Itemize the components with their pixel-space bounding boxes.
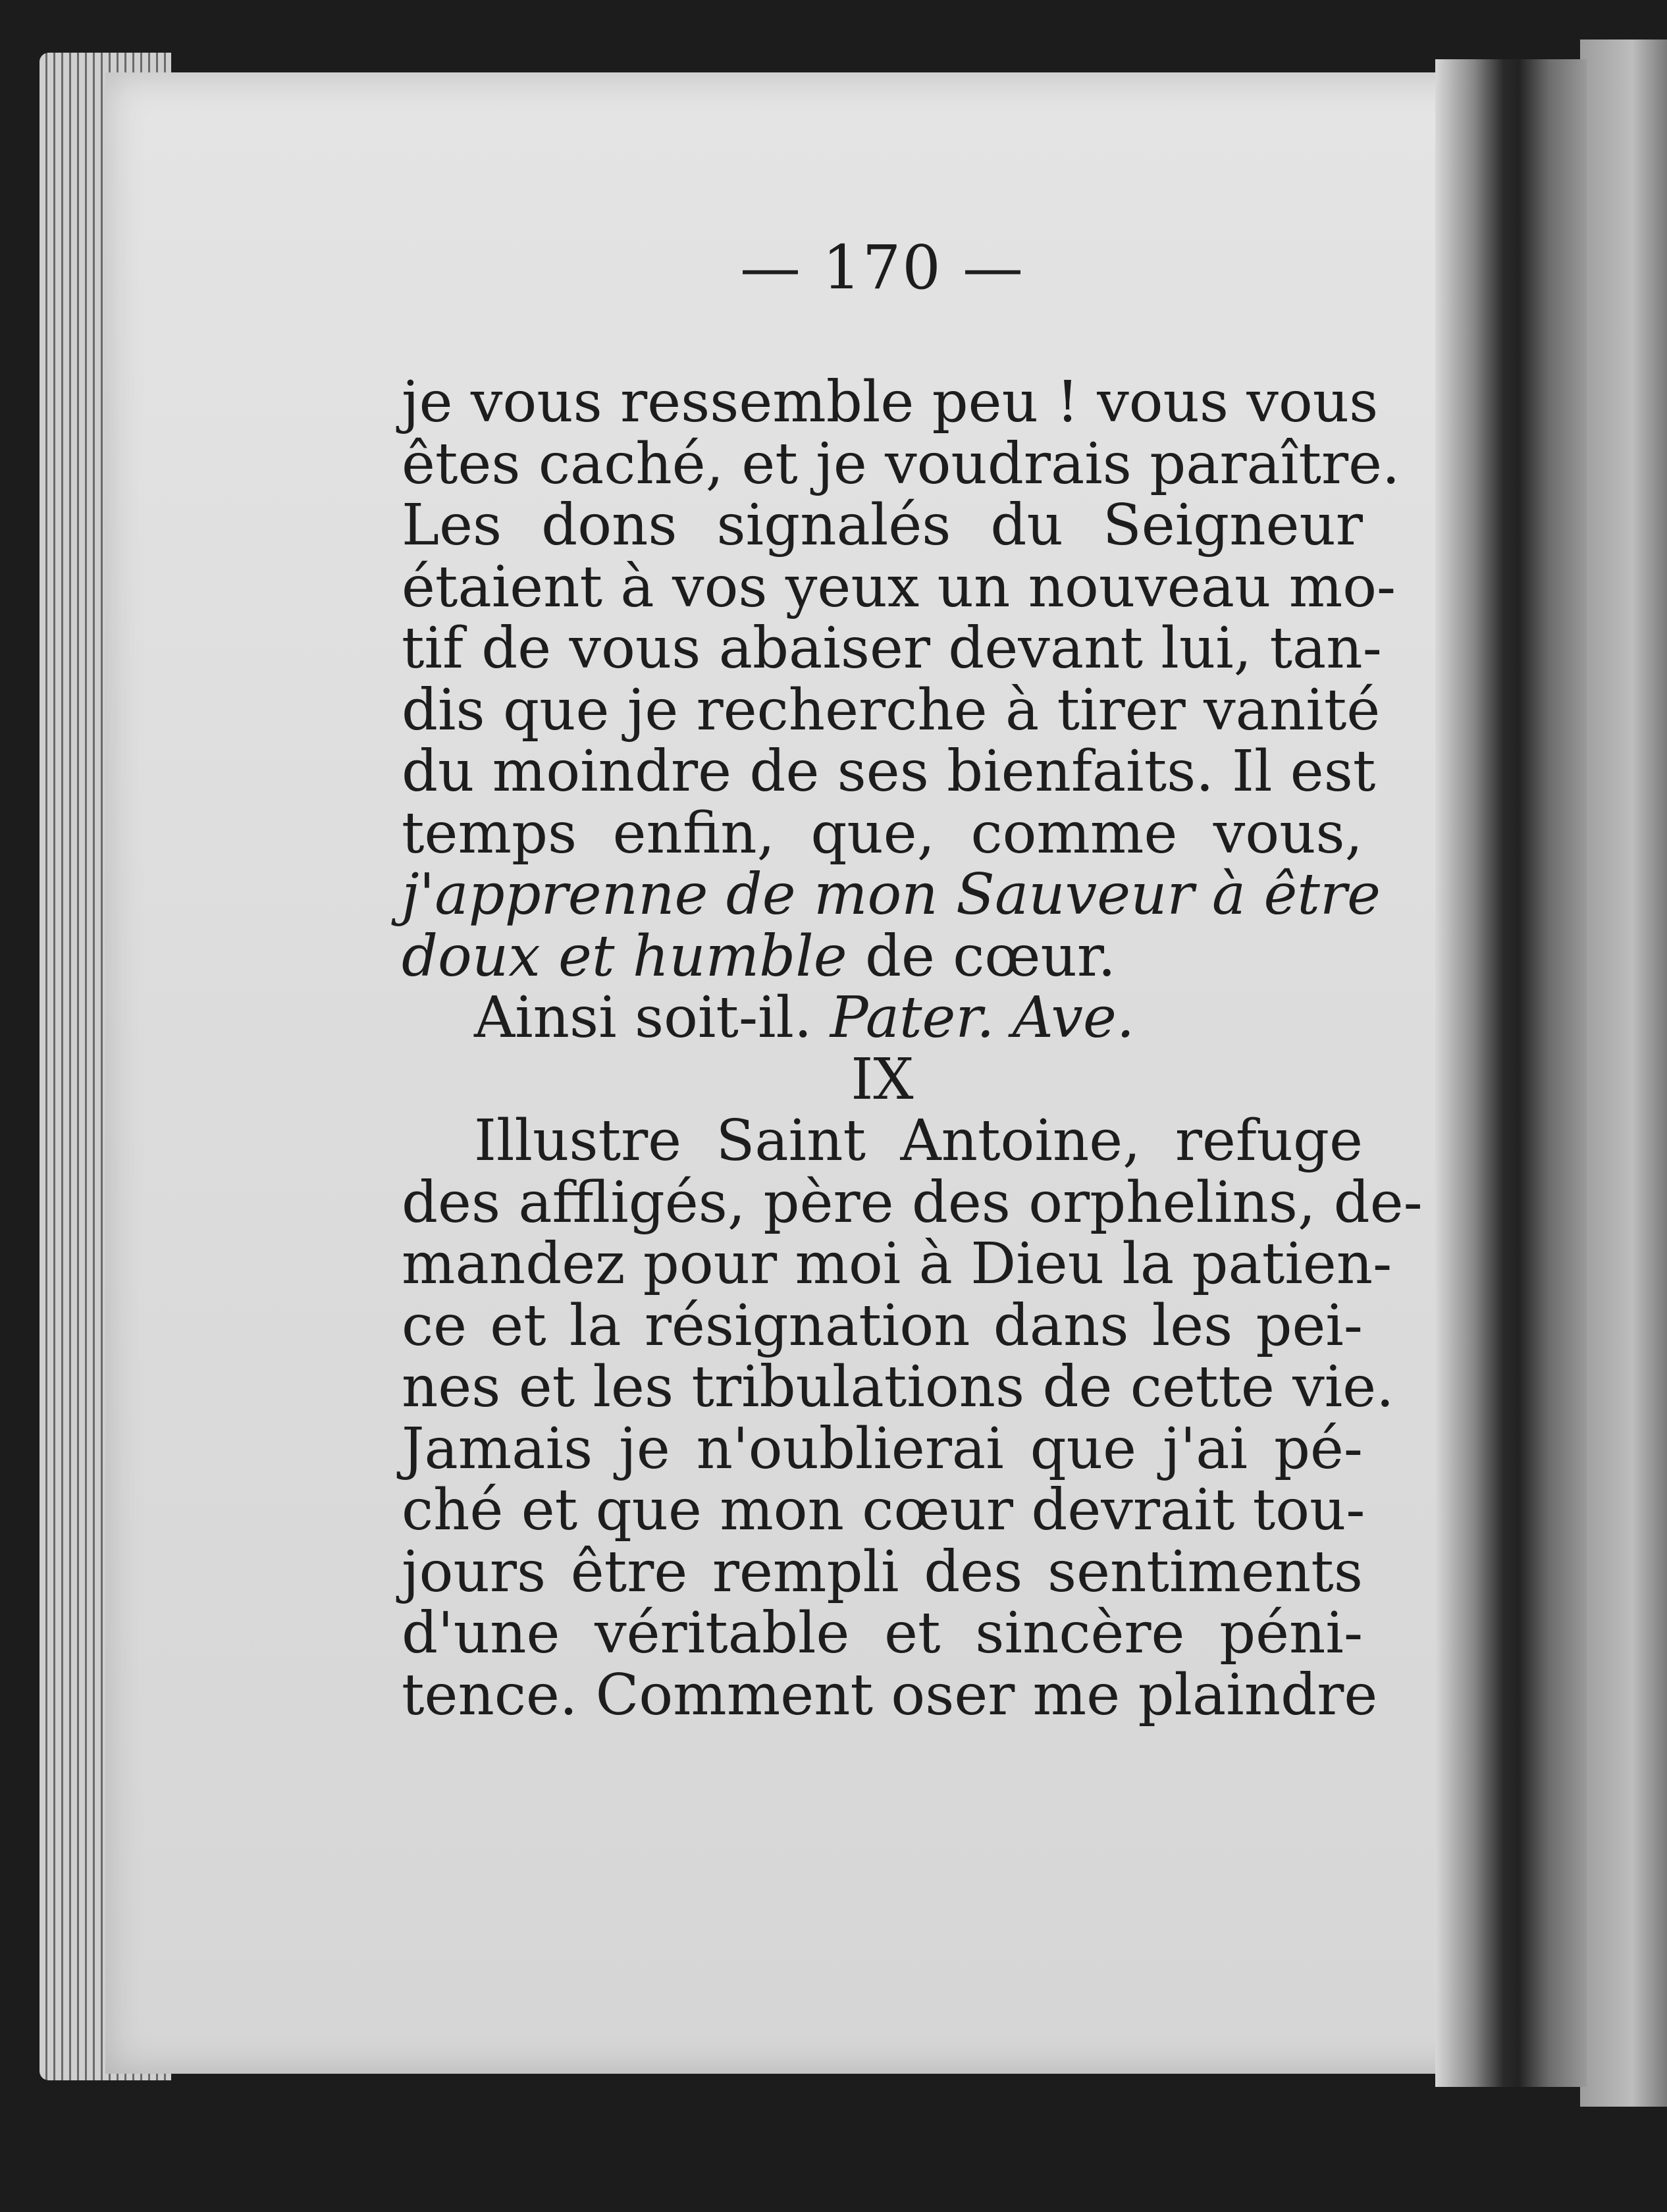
text-segment: tence. Comment oser me plaindre [402, 1662, 1378, 1728]
text-line [402, 1477, 1365, 1543]
text-segment: de cœur. [847, 923, 1116, 989]
text-segment: je vous ressemble peu ! vous vous [402, 369, 1379, 435]
text-line [402, 739, 1376, 804]
text-segment: jours être rempli des sentiments [402, 1539, 1363, 1605]
text-line [402, 1415, 1363, 1482]
text-segment: ché et que mon cœur devrait tou- [402, 1477, 1365, 1543]
text-line [402, 800, 1363, 866]
italic-text-segment: Pater. Ave. [830, 985, 1135, 1051]
text-segment: des affligés, père des orphelins, de- [402, 1169, 1423, 1236]
text-line [402, 492, 1363, 558]
body-text [402, 369, 1423, 1728]
section-heading [402, 1046, 1363, 1113]
italic-text-segment: doux et humble [402, 923, 847, 989]
text-segment: ce et la résignation dans les pei- [402, 1292, 1363, 1359]
text-line [402, 1662, 1378, 1728]
text-segment: Ainsi soit-il. [474, 985, 830, 1051]
text-segment: Les dons signalés du Seigneur [402, 492, 1363, 558]
book-gutter [1435, 59, 1587, 2087]
text-segment: IX [851, 1046, 914, 1113]
text-line [402, 1231, 1392, 1297]
text-segment: êtes caché, et je voudrais paraître. [402, 431, 1400, 497]
text-segment: tif de vous abaiser devant lui, tan- [402, 616, 1382, 681]
text-line [402, 554, 1396, 620]
text-line [402, 1108, 1363, 1174]
text-line [402, 862, 1381, 928]
text-line [402, 985, 1363, 1051]
text-line [402, 369, 1379, 435]
text-segment: mandez pour moi à Dieu la patien- [402, 1231, 1392, 1297]
text-line [402, 923, 1363, 989]
text-line [402, 1292, 1363, 1359]
text-line [402, 1600, 1363, 1666]
text-segment: temps enfin, que, comme vous, [402, 800, 1363, 866]
text-line [402, 677, 1381, 743]
text-segment: d'une véritable et sincère péni- [402, 1600, 1363, 1666]
italic-text-segment: j'apprenne de mon Sauveur à être [402, 862, 1381, 928]
text-line [402, 1169, 1423, 1236]
facing-page-edge [1580, 40, 1667, 2107]
text-segment: étaient à vos yeux un nouveau mo- [402, 554, 1396, 620]
text-segment: du moindre de ses bienfaits. Il est [402, 739, 1376, 804]
text-segment: Illustre Saint Antoine, refuge [474, 1108, 1363, 1174]
text-segment: dis que je recherche à tirer vanité [402, 677, 1381, 743]
text-segment: nes et les tribulations de cette vie. [402, 1354, 1394, 1420]
page-number: — 170 — [739, 232, 1025, 303]
text-segment: Jamais je n'oublierai que j'ai pé- [402, 1415, 1363, 1482]
text-line [402, 431, 1400, 497]
text-line [402, 1539, 1363, 1605]
text-line [402, 1354, 1394, 1420]
text-line [402, 616, 1382, 681]
